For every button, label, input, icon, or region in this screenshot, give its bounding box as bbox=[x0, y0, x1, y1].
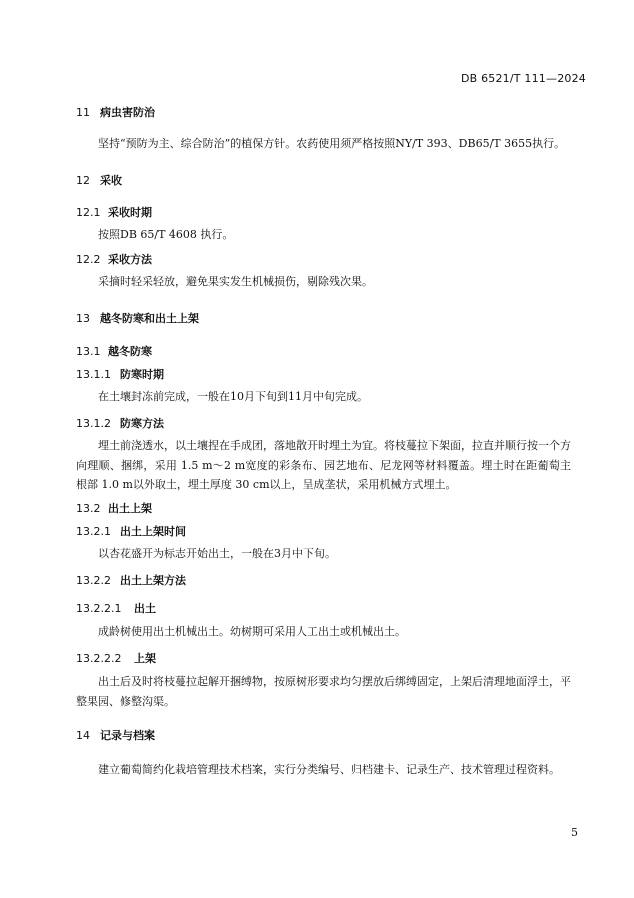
section-title: 采收方法 bbox=[108, 253, 152, 266]
section-title: 病虫害防治 bbox=[100, 106, 155, 119]
section-13-1-1-heading bbox=[76, 366, 164, 382]
section-13-2-1-heading bbox=[76, 523, 186, 539]
section-number: 14 bbox=[76, 729, 90, 742]
section-number: 12.2 bbox=[76, 253, 101, 266]
section-number: 13.2.1 bbox=[76, 525, 111, 538]
section-number: 13 bbox=[76, 312, 90, 325]
section-11-paragraph: 坚持“预防为主、综合防治”的植保方针。农药使用须严格按照NY/T 393、DB65/T 3655执行。 bbox=[98, 137, 566, 150]
section-12-2-heading bbox=[76, 251, 152, 267]
section-14-heading bbox=[76, 727, 155, 743]
section-13-2-1-paragraph: 以杏花盛开为标志开始出土，一般在3月中下旬。 bbox=[98, 547, 336, 560]
section-number: 12.1 bbox=[76, 206, 101, 219]
section-title: 越冬防寒 bbox=[108, 345, 152, 358]
section-number: 11 bbox=[76, 106, 90, 119]
section-number: 13.2.2.1 bbox=[76, 602, 122, 615]
section-12-2-paragraph: 采摘时轻采轻放，避免果实发生机械损伤，剔除残次果。 bbox=[98, 275, 373, 288]
section-title: 越冬防寒和出土上架 bbox=[100, 312, 199, 325]
section-title: 上架 bbox=[134, 652, 156, 665]
section-14-paragraph: 建立葡萄简约化栽培管理技术档案，实行分类编号、归档建卡、记录生产、技术管理过程资料。 bbox=[98, 763, 560, 776]
section-title: 采收 bbox=[100, 174, 122, 187]
section-11-heading bbox=[76, 104, 155, 120]
section-number: 12 bbox=[76, 174, 90, 187]
section-number: 13.2 bbox=[76, 502, 101, 515]
section-number: 13.2.2.2 bbox=[76, 652, 122, 665]
section-title: 防寒时期 bbox=[120, 368, 164, 381]
section-13-1-1-paragraph: 在土壤封冻前完成，一般在10月下旬到11月中旬完成。 bbox=[98, 390, 368, 403]
section-13-heading bbox=[76, 310, 199, 326]
section-title: 出土上架时间 bbox=[120, 525, 186, 538]
section-12-1-heading bbox=[76, 204, 152, 220]
section-title: 出土上架 bbox=[108, 502, 152, 515]
section-13-1-heading bbox=[76, 343, 152, 359]
section-13-2-2-2-heading bbox=[76, 650, 156, 666]
standard-code-header: DB 6521/T 111—2024 bbox=[460, 72, 586, 85]
section-12-1-paragraph: 按照DB 65/T 4608 执行。 bbox=[98, 228, 234, 241]
section-number: 13.2.2 bbox=[76, 574, 111, 587]
section-13-2-2-heading bbox=[76, 572, 186, 588]
section-13-2-heading bbox=[76, 500, 152, 516]
section-13-1-2-heading bbox=[76, 415, 164, 431]
section-title: 记录与档案 bbox=[100, 729, 155, 742]
section-13-2-2-2-paragraph: 出土后及时将枝蔓拉起解开捆缚物，按原树形要求均匀摆放后绑缚固定，上架后清理地面浮土，平整果园、修整沟渠。 bbox=[76, 675, 571, 708]
section-13-2-2-1-heading bbox=[76, 600, 156, 616]
section-title: 出土 bbox=[134, 602, 156, 615]
section-title: 采收时期 bbox=[108, 206, 152, 219]
page-number: 5 bbox=[571, 826, 578, 839]
section-13-2-2-1-paragraph: 成龄树使用出土机械出土。幼树期可采用人工出土或机械出土。 bbox=[98, 625, 406, 638]
section-13-1-2-paragraph: 埋土前浇透水，以土壤捏在手成团，落地散开时埋土为宜。将枝蔓拉下架面，拉直并顺行按一个方向理顺、捆绑，采用 1.5 m～2 m宽度的彩条布、园艺地布、尼龙网等材料覆盖。埋土时在距葡萄主根部 1.0 m以外取土，埋土厚度 30 cm以上，呈成垄状，采用机械方式埋土。 bbox=[76, 439, 571, 491]
section-number: 13.1.1 bbox=[76, 368, 111, 381]
section-12-heading bbox=[76, 172, 122, 188]
section-number: 13.1 bbox=[76, 345, 101, 358]
section-title: 出土上架方法 bbox=[120, 574, 186, 587]
section-number: 13.1.2 bbox=[76, 417, 111, 430]
section-title: 防寒方法 bbox=[120, 417, 164, 430]
